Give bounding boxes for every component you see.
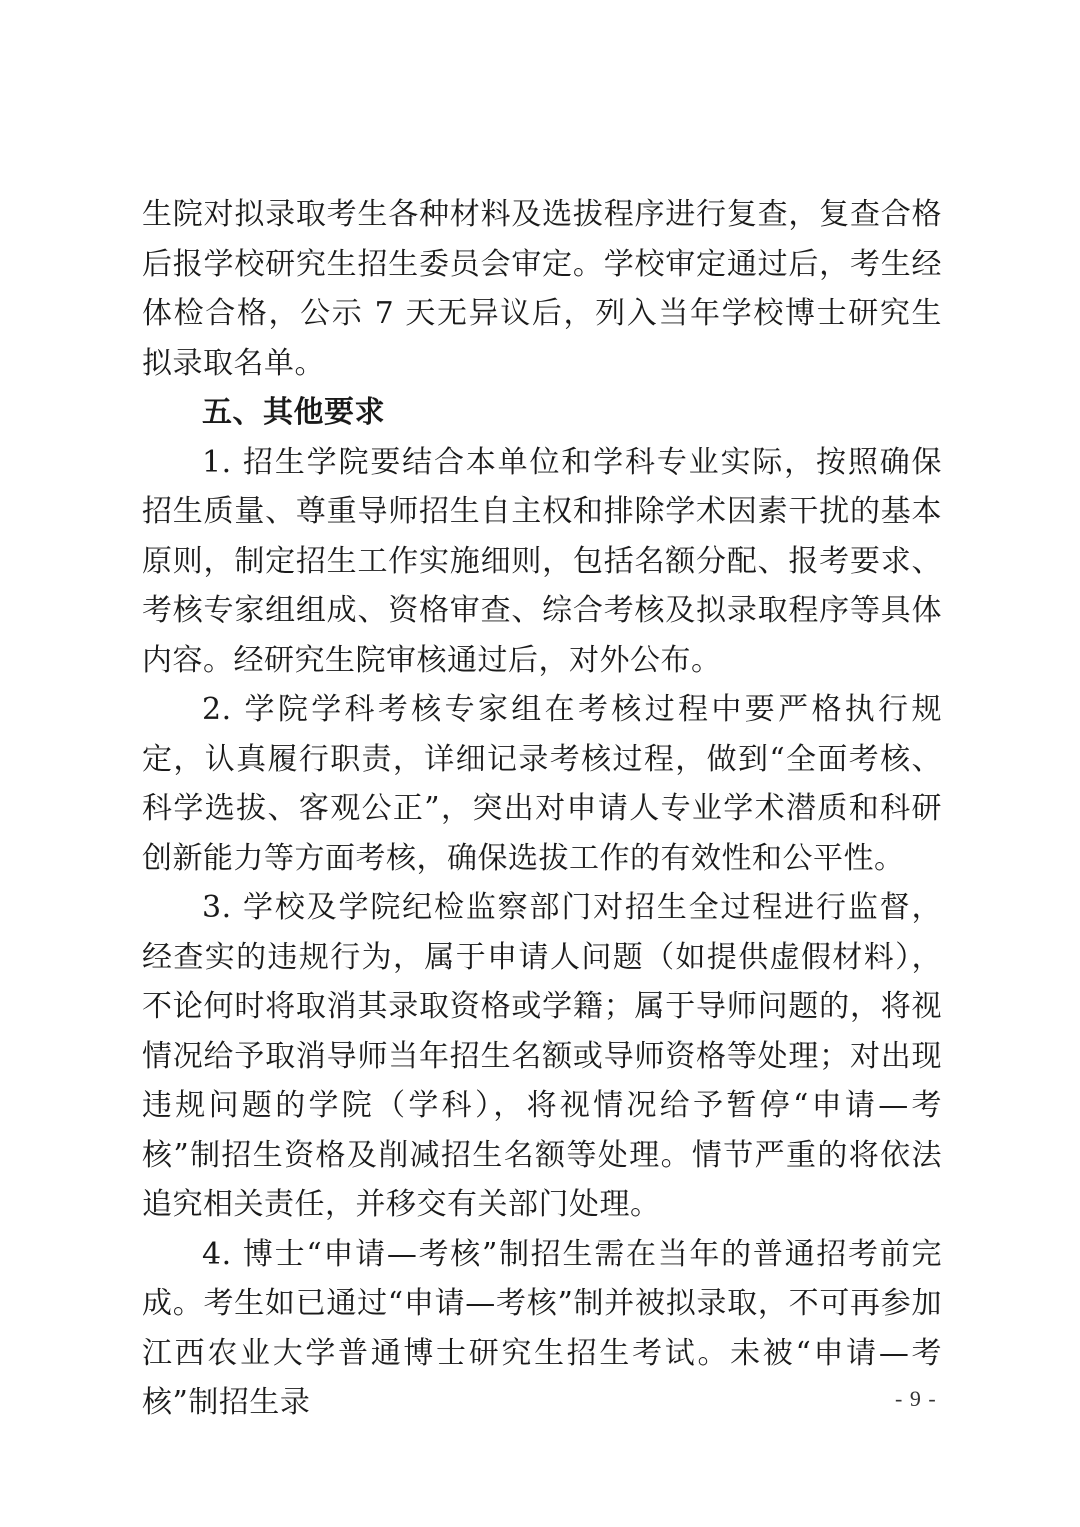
requirement-item-3: 3. 学校及学院纪检监察部门对招生全过程进行监督，经查实的违规行为，属于申请人问题（如提供虚假材料），不论何时将取消其录取资格或学籍；属于导师问题的，将视情况给予取消导师当年招生名额或导师资格等处理；对出现违规问题的学院（学科），将视情况给予暂停“申请—考核”制招生资格及削减招生名额等处理。情节严重的将依法追究相关责任，并移交有关部门处理。 [142, 890, 942, 1222]
document-body [142, 190, 942, 1428]
requirement-item-2: 2. 学院学科考核专家组在考核过程中要严格执行规定，认真履行职责，详细记录考核过程，做到“全面考核、科学选拔、客观公正”，突出对申请人专业学术潜质和科研创新能力等方面考核，确保选拔工作的有效性和公平性。 [142, 692, 942, 876]
continuation-paragraph: 生院对拟录取考生各种材料及选拔程序进行复查，复查合格后报学校研究生招生委员会审定。学校审定通过后，考生经体检合格，公示 7 天无异议后，列入当年学校博士研究生拟录取名单。 [142, 197, 942, 381]
requirement-item-1: 1. 招生学院要结合本单位和学科专业实际，按照确保招生质量、尊重导师招生自主权和排除学术因素干扰的基本原则，制定招生工作实施细则，包括名额分配、报考要求、考核专家组组成、资格审查、综合考核及拟录取程序等具体内容。经研究生院审核通过后，对外公布。 [142, 444, 942, 678]
requirement-item-4: 4. 博士“申请—考核”制招生需在当年的普通招考前完成。考生如已通过“申请—考核”制并被拟录取，不可再参加江西农业大学普通博士研究生招生考试。未被“申请—考核”制招生录 [142, 1236, 942, 1420]
section-heading: 五、其他要求 [202, 395, 385, 430]
page-number: - 9 - [895, 1386, 937, 1411]
